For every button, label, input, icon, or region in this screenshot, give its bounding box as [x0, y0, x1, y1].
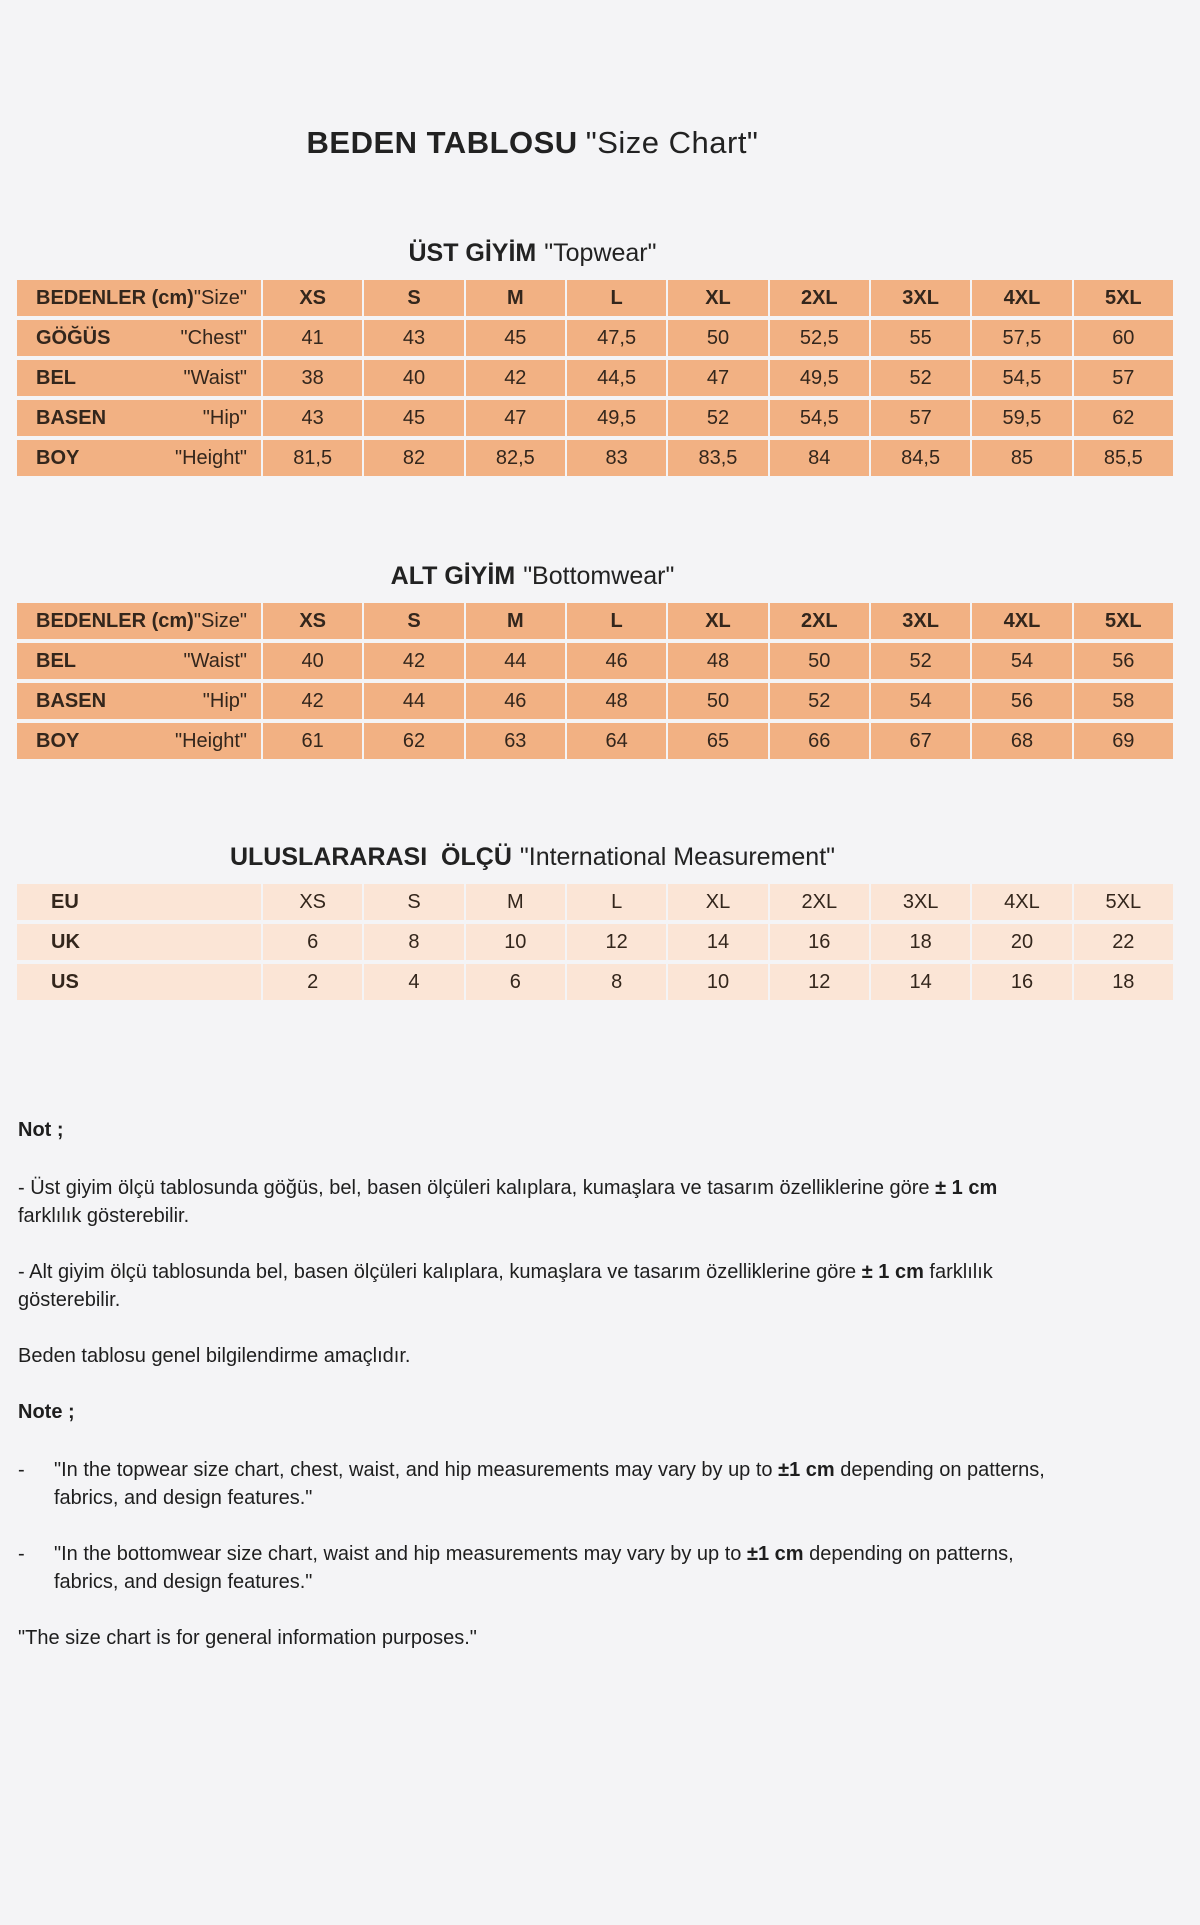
- value-cell: XS: [263, 884, 362, 920]
- value-cell: M: [466, 884, 565, 920]
- topwear-height-row: [17, 440, 1173, 476]
- value-cell: 50: [668, 320, 767, 356]
- value-cell: 49,5: [567, 400, 666, 436]
- row-label-tr: BASEN: [36, 689, 107, 712]
- bottomwear-heading: [0, 562, 1065, 591]
- value-cell: 65: [668, 723, 767, 759]
- value-cell: 14: [668, 924, 767, 960]
- value-cell: 46: [466, 683, 565, 719]
- value-cell: 40: [263, 643, 362, 679]
- row-label-cell: [17, 400, 261, 436]
- value-cell: 4: [364, 964, 463, 1000]
- size-header-cell: M: [466, 280, 565, 316]
- size-header-cell: 3XL: [871, 280, 970, 316]
- region-label: EU: [51, 890, 79, 913]
- note-bold-tolerance: ± 1 cm: [935, 1177, 998, 1199]
- value-cell: 43: [263, 400, 362, 436]
- header-label-tr: BEDENLER (cm): [36, 286, 194, 309]
- topwear-heading-english: "Topwear": [544, 239, 657, 267]
- value-cell: 2: [263, 964, 362, 1000]
- international-heading-english: "International Measurement": [519, 843, 836, 871]
- note-text: "In the bottomwear size chart, waist and hip measurements may vary by up to: [54, 1543, 747, 1565]
- value-cell: 67: [871, 723, 970, 759]
- bottomwear-header-row: [17, 603, 1173, 639]
- note-text: - Üst giyim ölçü tablosunda göğüs, bel, basen ölçüleri kalıplara, kumaşlara ve tasarım özelliklerine göre: [18, 1177, 936, 1199]
- value-cell: 81,5: [263, 440, 362, 476]
- size-header-cell: XS: [263, 280, 362, 316]
- row-label-tr: BEL: [36, 649, 76, 672]
- value-cell: 52: [871, 360, 970, 396]
- value-cell: 69: [1074, 723, 1173, 759]
- row-label-en: "Waist": [183, 366, 247, 389]
- note-en-topwear: [18, 1456, 1050, 1512]
- value-cell: 68: [972, 723, 1071, 759]
- value-cell: 52: [871, 643, 970, 679]
- row-label-cell: [17, 964, 261, 1000]
- size-header-cell: 4XL: [972, 280, 1071, 316]
- international-table: [15, 880, 1175, 1004]
- value-cell: 47: [668, 360, 767, 396]
- value-cell: 54: [871, 683, 970, 719]
- size-chart-page: [0, 125, 1200, 1652]
- value-cell: 62: [1074, 400, 1173, 436]
- value-cell: 63: [466, 723, 565, 759]
- topwear-heading-turkish: ÜST GİYİM: [408, 239, 537, 267]
- size-header-cell: L: [567, 603, 666, 639]
- bullet-dash: -: [18, 1543, 25, 1565]
- value-cell: 22: [1074, 924, 1173, 960]
- note-text: "In the topwear size chart, chest, waist, and hip measurements may vary by up to: [54, 1459, 779, 1481]
- note-text: depending on patterns, fabrics, and design features.": [54, 1543, 1014, 1593]
- value-cell: 50: [770, 643, 869, 679]
- size-header-cell: S: [364, 280, 463, 316]
- value-cell: 16: [972, 964, 1071, 1000]
- region-label: UK: [51, 930, 80, 953]
- note-text: farklılık gösterebilir.: [18, 1205, 190, 1227]
- topwear-heading: [0, 239, 1065, 268]
- topwear-header-row: [17, 280, 1173, 316]
- header-label-tr: BEDENLER (cm): [36, 609, 194, 632]
- note-bold-tolerance: ± 1 cm: [861, 1261, 924, 1283]
- international-uk-row: [17, 924, 1173, 960]
- value-cell: 14: [871, 964, 970, 1000]
- value-cell: 2XL: [770, 884, 869, 920]
- value-cell: 42: [466, 360, 565, 396]
- value-cell: 47,5: [567, 320, 666, 356]
- value-cell: 52: [770, 683, 869, 719]
- value-cell: 8: [567, 964, 666, 1000]
- international-eu-row: [17, 884, 1173, 920]
- value-cell: 12: [567, 924, 666, 960]
- row-label-tr: BEL: [36, 366, 76, 389]
- size-header-cell: S: [364, 603, 463, 639]
- value-cell: 40: [364, 360, 463, 396]
- value-cell: 6: [466, 964, 565, 1000]
- value-cell: 41: [263, 320, 362, 356]
- value-cell: 85,5: [1074, 440, 1173, 476]
- value-cell: 58: [1074, 683, 1173, 719]
- page-title: [0, 125, 1065, 161]
- value-cell: 55: [871, 320, 970, 356]
- note-text: - Alt giyim ölçü tablosunda bel, basen ölçüleri kalıplara, kumaşlara ve tasarım özelliklerine göre: [18, 1261, 862, 1283]
- note-en-bottomwear: [18, 1540, 1050, 1596]
- topwear-table: [15, 276, 1175, 480]
- value-cell: 82,5: [466, 440, 565, 476]
- size-header-cell: M: [466, 603, 565, 639]
- value-cell: 84,5: [871, 440, 970, 476]
- value-cell: 6: [263, 924, 362, 960]
- value-cell: 44,5: [567, 360, 666, 396]
- row-label-tr: BOY: [36, 446, 80, 469]
- value-cell: 57: [871, 400, 970, 436]
- row-label-tr: BOY: [36, 729, 80, 752]
- size-header-cell: 2XL: [770, 280, 869, 316]
- value-cell: 20: [972, 924, 1071, 960]
- size-header-cell: XL: [668, 603, 767, 639]
- row-label-cell: [17, 440, 261, 476]
- note-bold-tolerance: ±1 cm: [778, 1459, 835, 1481]
- bottomwear-table: [15, 599, 1175, 763]
- value-cell: 45: [466, 320, 565, 356]
- value-cell: L: [567, 884, 666, 920]
- size-header-cell: 2XL: [770, 603, 869, 639]
- size-header-cell: XL: [668, 280, 767, 316]
- value-cell: 5XL: [1074, 884, 1173, 920]
- note-tr-bottomwear: [18, 1258, 1050, 1314]
- value-cell: 4XL: [972, 884, 1071, 920]
- row-label-en: "Chest": [180, 326, 247, 349]
- row-label-cell: [17, 723, 261, 759]
- value-cell: 46: [567, 643, 666, 679]
- row-label-cell: [17, 924, 261, 960]
- value-cell: 62: [364, 723, 463, 759]
- row-label-cell: [17, 683, 261, 719]
- value-cell: 42: [263, 683, 362, 719]
- topwear-header-label-cell: [17, 280, 261, 316]
- value-cell: 38: [263, 360, 362, 396]
- row-label-cell: [17, 320, 261, 356]
- page-title-turkish: BEDEN TABLOSU: [306, 125, 578, 160]
- note-en-footer: "The size chart is for general information purposes.": [18, 1627, 477, 1649]
- value-cell: 54,5: [770, 400, 869, 436]
- value-cell: 18: [1074, 964, 1173, 1000]
- value-cell: 54: [972, 643, 1071, 679]
- bottomwear-hip-row: [17, 683, 1173, 719]
- row-label-tr: BASEN: [36, 406, 107, 429]
- value-cell: 12: [770, 964, 869, 1000]
- topwear-waist-row: [17, 360, 1173, 396]
- size-header-cell: 5XL: [1074, 280, 1173, 316]
- bullet-text: [54, 1456, 1050, 1512]
- international-heading: [0, 843, 1065, 872]
- notes-en-heading: Note ;: [18, 1401, 75, 1423]
- bottomwear-waist-row: [17, 643, 1173, 679]
- value-cell: 52,5: [770, 320, 869, 356]
- header-label-en: "Size": [193, 609, 247, 632]
- value-cell: 57,5: [972, 320, 1071, 356]
- value-cell: 49,5: [770, 360, 869, 396]
- note-tr-footer: Beden tablosu genel bilgilendirme amaçlıdır.: [18, 1345, 411, 1367]
- value-cell: 50: [668, 683, 767, 719]
- value-cell: 8: [364, 924, 463, 960]
- bullet-text: [54, 1540, 1050, 1596]
- note-text: depending on patterns, fabrics, and design features.": [54, 1459, 1045, 1509]
- row-label-en: "Height": [174, 446, 247, 469]
- row-label-cell: [17, 643, 261, 679]
- size-header-cell: XS: [263, 603, 362, 639]
- value-cell: 66: [770, 723, 869, 759]
- value-cell: 48: [567, 683, 666, 719]
- international-heading-turkish: ULUSLARARASI ÖLÇÜ: [229, 843, 512, 871]
- value-cell: 56: [1074, 643, 1173, 679]
- value-cell: 45: [364, 400, 463, 436]
- value-cell: 10: [668, 964, 767, 1000]
- page-title-english: "Size Chart": [585, 125, 759, 160]
- value-cell: 48: [668, 643, 767, 679]
- row-label-en: "Waist": [183, 649, 247, 672]
- value-cell: 83: [567, 440, 666, 476]
- size-header-cell: 3XL: [871, 603, 970, 639]
- value-cell: 85: [972, 440, 1071, 476]
- value-cell: 10: [466, 924, 565, 960]
- row-label-en: "Hip": [202, 689, 247, 712]
- value-cell: 42: [364, 643, 463, 679]
- value-cell: 47: [466, 400, 565, 436]
- note-text: farklılık gösterebilir.: [18, 1261, 993, 1311]
- value-cell: 83,5: [668, 440, 767, 476]
- value-cell: 3XL: [871, 884, 970, 920]
- topwear-hip-row: [17, 400, 1173, 436]
- value-cell: 84: [770, 440, 869, 476]
- size-header-cell: 4XL: [972, 603, 1071, 639]
- value-cell: 16: [770, 924, 869, 960]
- value-cell: 61: [263, 723, 362, 759]
- bullet-dash: -: [18, 1459, 25, 1481]
- bottomwear-height-row: [17, 723, 1173, 759]
- value-cell: XL: [668, 884, 767, 920]
- row-label-tr: GÖĞÜS: [36, 326, 111, 349]
- row-label-en: "Hip": [202, 406, 247, 429]
- bottomwear-heading-turkish: ALT GİYİM: [390, 562, 516, 590]
- row-label-en: "Height": [174, 729, 247, 752]
- value-cell: 43: [364, 320, 463, 356]
- value-cell: 64: [567, 723, 666, 759]
- topwear-chest-row: [17, 320, 1173, 356]
- value-cell: 57: [1074, 360, 1173, 396]
- value-cell: 56: [972, 683, 1071, 719]
- notes-tr-heading: Not ;: [18, 1119, 64, 1141]
- value-cell: 59,5: [972, 400, 1071, 436]
- value-cell: 60: [1074, 320, 1173, 356]
- size-header-cell: L: [567, 280, 666, 316]
- value-cell: 54,5: [972, 360, 1071, 396]
- size-header-cell: 5XL: [1074, 603, 1173, 639]
- row-label-cell: [17, 884, 261, 920]
- international-us-row: [17, 964, 1173, 1000]
- note-bold-tolerance: ±1 cm: [746, 1543, 804, 1565]
- value-cell: 82: [364, 440, 463, 476]
- row-label-cell: [17, 360, 261, 396]
- value-cell: 52: [668, 400, 767, 436]
- value-cell: 44: [466, 643, 565, 679]
- header-label-en: "Size": [193, 286, 247, 309]
- notes-section: [18, 1116, 1050, 1652]
- region-label: US: [51, 970, 79, 993]
- bottomwear-heading-english: "Bottomwear": [523, 562, 675, 590]
- value-cell: 18: [871, 924, 970, 960]
- value-cell: S: [364, 884, 463, 920]
- bottomwear-header-label-cell: [17, 603, 261, 639]
- note-tr-topwear: [18, 1174, 1050, 1230]
- value-cell: 44: [364, 683, 463, 719]
